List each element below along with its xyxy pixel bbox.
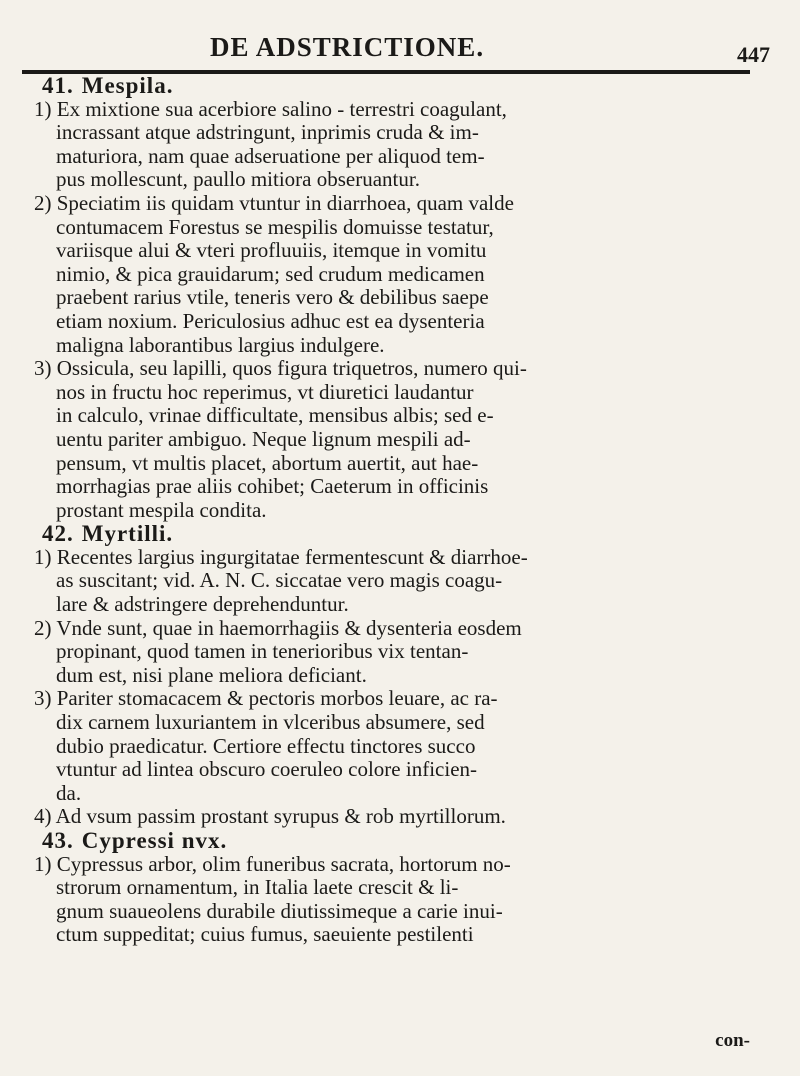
- text-line: maligna laborantibus largius indulgere.: [56, 332, 385, 357]
- text-line: vtuntur ad lintea obscuro coeruleo colore inficien-: [56, 757, 478, 782]
- section-title: Mespila.: [81, 73, 174, 98]
- text-line: maturiora, nam quae adseruatione per aliquod tem-: [56, 143, 485, 168]
- section-heading: [30, 829, 770, 853]
- section-title: Myrtilli.: [81, 521, 174, 547]
- text-line: uentu pariter ambiguo. Neque lignum mespili ad-: [56, 426, 471, 451]
- running-head: [120, 32, 770, 66]
- catchword: con-: [715, 1030, 750, 1051]
- text-line: etiam noxium. Periculosius adhuc est ea dysenteria: [56, 308, 485, 333]
- text-line: prostant mespila condita.: [56, 497, 267, 522]
- paragraph: [30, 805, 770, 829]
- text-line: 4) Ad vsum passim prostant syrupus & rob myrtillorum.: [34, 804, 506, 829]
- text-line: 3) Ossicula, seu lapilli, quos figura triquetros, numero qui-: [34, 356, 527, 381]
- running-title: DE ADSTRICTIONE.: [210, 32, 485, 62]
- text-line: in calculo, vrinae difficultate, mensibus albis; sed e-: [56, 403, 494, 428]
- text-line: pensum, vt multis placet, abortum auertit, aut hae-: [56, 450, 479, 475]
- text-line: contumacem Forestus se mespilis domuisse testatur,: [56, 214, 494, 239]
- text-line: 1) Cypressus arbor, olim funeribus sacrata, hortorum no-: [34, 851, 511, 876]
- text-line: dix carnem luxuriantem in vlceribus absumere, sed: [56, 710, 485, 735]
- text-line: propinant, quod tamen in tenerioribus vix tentan-: [56, 639, 469, 664]
- section-heading: [30, 522, 770, 546]
- text-line: strorum ornamentum, in Italia laete crescit & li-: [56, 875, 459, 900]
- text-line: gnum suaueolens durabile diutissimeque a carie inui-: [56, 898, 503, 923]
- text-line: ctum suppeditat; cuius fumus, saeuiente pestilenti: [56, 922, 474, 947]
- text-line: da.: [56, 780, 82, 805]
- text-line: 3) Pariter stomacacem & pectoris morbos leuare, ac ra-: [34, 686, 498, 711]
- section-heading: [30, 74, 770, 98]
- text-line: dum est, nisi plane meliora deficiant.: [56, 662, 367, 687]
- text-line: as suscitant; vid. A. N. C. siccatae vero magis coagu-: [56, 568, 503, 593]
- section-number: 42.: [42, 521, 74, 547]
- paragraph: [30, 98, 770, 192]
- page-number: 447: [737, 42, 770, 67]
- text-line: 2) Speciatim iis quidam vtuntur in diarrhoea, quam valde: [34, 190, 514, 215]
- text-line: 1) Ex mixtione sua acerbiore salino - terrestri coagulant,: [34, 96, 507, 121]
- text-line: 2) Vnde sunt, quae in haemorrhagiis & dysenteria eosdem: [34, 615, 522, 640]
- text-line: variisque alui & vteri profluuiis, itemque in vomitu: [56, 238, 487, 263]
- text-line: incrassant atque adstringunt, inprimis cruda & im-: [56, 120, 479, 145]
- text-line: morrhagias prae aliis cohibet; Caeterum in officinis: [56, 474, 489, 499]
- paragraph: [30, 546, 770, 617]
- body-text: [30, 74, 770, 947]
- text-line: praebent rarius vtile, teneris vero & debilibus saepe: [56, 285, 489, 310]
- text-line: pus mollescunt, paullo mitiora obseruantur.: [56, 167, 420, 192]
- text-line: nos in fructu hoc reperimus, vt diuretici laudantur: [56, 379, 474, 404]
- section-number: 41.: [42, 73, 74, 98]
- text-line: 1) Recentes largius ingurgitatae fermentescunt & diarrhoe-: [34, 544, 528, 569]
- section-title: Cypressi nvx.: [81, 828, 228, 853]
- paragraph: [30, 357, 770, 522]
- paragraph: [30, 687, 770, 805]
- paragraph: [30, 617, 770, 688]
- text-line: lare & adstringere deprehenduntur.: [56, 592, 349, 617]
- text-line: dubio praedicatur. Certiore effectu tinctores succo: [56, 733, 476, 758]
- paragraph: [30, 853, 770, 947]
- paragraph: [30, 192, 770, 357]
- text-line: nimio, & pica grauidarum; sed crudum medicamen: [56, 261, 485, 286]
- section-number: 43.: [42, 828, 74, 853]
